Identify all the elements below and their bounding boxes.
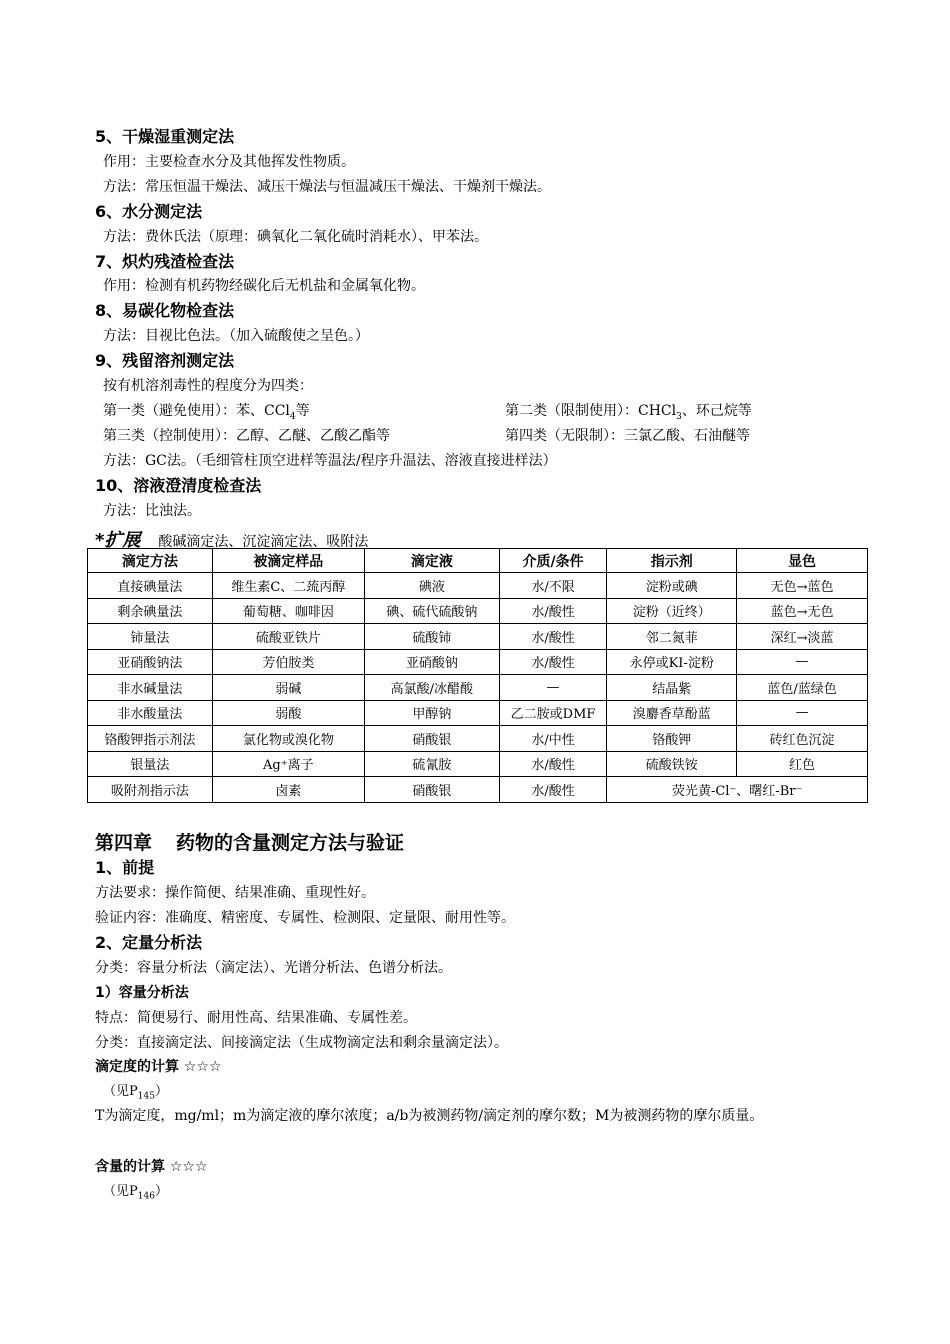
section-9-line: 按有机溶剂毒性的程度分为四类： [103,378,313,394]
section-6-line: 方法：费休氏法（原理：碘氧化二氧化硫时消耗水）、甲苯法。 [103,229,488,245]
table-cell: 硫氰胺 [364,751,499,777]
section-6-title: 6、水分测定法 [95,202,203,221]
table-header: 被滴定样品 [212,549,364,573]
table-cell: 砖红色沉淀 [737,726,868,752]
table-cell: 硫酸铁铵 [607,751,737,777]
table-cell: 卤素 [212,777,364,803]
section-10-line: 方法：比浊法。 [103,503,201,519]
table-cell: 淀粉或碘 [607,573,737,599]
solvent-class-3: 第三类（控制使用）：乙醇、乙醚、乙酸乙酯等 [103,428,390,444]
table-cell: 红色 [737,751,868,777]
ch4-section-2-title: 2、定量分析法 [95,933,203,952]
table-cell: 非水碱量法 [88,675,213,701]
table-cell: 结晶紫 [607,675,737,701]
chapter-4-title: 第四章 药物的含量测定方法与验证 [95,832,405,854]
table-cell: 高氯酸/冰醋酸 [364,675,499,701]
table-cell: 非水酸量法 [88,700,213,726]
table-cell: 亚硝酸钠法 [88,649,213,675]
ch4-text: 验证内容：准确度、精密度、专属性、检测限、定量限、耐用性等。 [95,910,515,926]
table-cell: Ag⁺离子 [212,751,364,777]
section-5-line: 作用：主要检查水分及其他挥发性物质。 [103,154,355,170]
table-header: 介质/条件 [499,549,607,573]
titer-calc-description: T为滴定度，mg/ml；m为滴定液的摩尔浓度；a/b为被测药物/滴定剂的摩尔数；M为被测药物的摩尔质量。 [95,1108,764,1124]
table-row [88,777,868,803]
section-5-line: 方法：常压恒温干燥法、减压干燥法与恒温减压干燥法、干燥剂干燥法。 [103,179,551,195]
ch4-subsection-title: 1）容量分析法 [95,985,189,1001]
table-cell: 芳伯胺类 [212,649,364,675]
table-cell: 直接碘量法 [88,573,213,599]
table-row [88,726,868,752]
titer-calc-ref: （见$P_{145}$） [103,1084,168,1102]
table-cell: 硝酸银 [364,726,499,752]
table-header: 指示剂 [607,549,737,573]
table-row [88,700,868,726]
ch4-text: 特点：简便易行、耐用性高、结果准确、专属性差。 [95,1010,417,1026]
section-10-title: 10、溶液澄清度检查法 [95,476,262,495]
table-header-row [88,549,868,573]
table-cell: 硝酸银 [364,777,499,803]
table-cell: — [737,649,868,675]
table-cell: 邻二氮菲 [607,624,737,650]
table-header: 滴定液 [364,549,499,573]
table-cell: 弱碱 [212,675,364,701]
ch4-text: 方法要求：操作简便、结果准确、重现性好。 [95,885,375,901]
table-cell: 无色→蓝色 [737,573,868,599]
table-cell: — [737,700,868,726]
table-row [88,598,868,624]
table-cell: 荧光黄-Cl⁻、曙红-Br⁻ [607,777,868,803]
ch4-section-1-title: 1、前提 [95,858,155,877]
solvent-class-4: 第四类（无限制）：三氯乙酸、石油醚等 [505,428,750,444]
table-row [88,751,868,777]
solvent-method: 方法：GC法。（毛细管柱顶空进样等温法/程序升温法、溶液直接进样法） [103,453,557,469]
table-cell: 深红→淡蓝 [737,624,868,650]
table-cell: 亚硝酸钠 [364,649,499,675]
table-row [88,573,868,599]
extension-text: 酸碱滴定法、沉淀滴定法、吸附法 [158,534,369,550]
table-cell: 铬酸钾指示剂法 [88,726,213,752]
table-cell: 甲醇钠 [364,700,499,726]
table-cell: 剩余碘量法 [88,598,213,624]
table-cell: 水/酸性 [499,624,607,650]
table-cell: 铬酸钾 [607,726,737,752]
table-cell: 水/酸性 [499,751,607,777]
table-cell: 硫酸亚铁片 [212,624,364,650]
ch4-text: 分类：直接滴定法、间接滴定法（生成物滴定法和剩余量滴定法）。 [95,1035,508,1051]
table-cell: 水/不限 [499,573,607,599]
table-cell: 碘、硫代硫酸钠 [364,598,499,624]
table-cell: 银量法 [88,751,213,777]
section-5-title: 5、干燥湿重测定法 [95,127,235,146]
table-cell: 水/酸性 [499,777,607,803]
titration-table [87,548,868,803]
section-9-title: 9、残留溶剂测定法 [95,351,235,370]
table-cell: 水/酸性 [499,649,607,675]
table-cell: 吸附剂指示法 [88,777,213,803]
content-calc-title: 含量的计算 ☆☆☆ [95,1159,208,1175]
table-cell: 弱酸 [212,700,364,726]
ch4-text: 分类：容量分析法（滴定法）、光谱分析法、色谱分析法。 [95,960,452,976]
titer-calc-title: 滴定度的计算 ☆☆☆ [95,1059,222,1075]
extension-label: *扩展 [95,530,141,551]
table-cell: 水/酸性 [499,598,607,624]
table-cell: 铈量法 [88,624,213,650]
table-row [88,675,868,701]
table-cell: — [499,675,607,701]
table-cell: 淀粉（近终） [607,598,737,624]
table-cell: 硫酸铈 [364,624,499,650]
table-cell: 永停或KI-淀粉 [607,649,737,675]
solvent-class-1: 第一类（避免使用）：苯、CCl$_4$等 [103,403,310,422]
table-cell: 蓝色/蓝绿色 [737,675,868,701]
table-row [88,649,868,675]
section-7-title: 7、炽灼残渣检查法 [95,252,235,271]
table-header: 显色 [737,549,868,573]
section-8-title: 8、易碳化物检查法 [95,301,235,320]
table-cell: 溴麝香草酚蓝 [607,700,737,726]
table-cell: 乙二胺或DMF [499,700,607,726]
table-header: 滴定方法 [88,549,213,573]
solvent-class-2: 第二类（限制使用）：CHCl$_3$、环己烷等 [505,403,752,422]
section-7-line: 作用：检测有机药物经碳化后无机盐和金属氧化物。 [103,278,425,294]
table-cell: 蓝色→无色 [737,598,868,624]
section-8-line: 方法：目视比色法。（加入硫酸使之呈色。） [103,328,369,344]
table-cell: 维生素C、二巯丙醇 [212,573,364,599]
table-cell: 氯化物或溴化物 [212,726,364,752]
table-cell: 葡萄糖、咖啡因 [212,598,364,624]
table-row [88,624,868,650]
content-calc-ref: （见$P_{146}$） [103,1184,168,1202]
table-cell: 碘液 [364,573,499,599]
table-cell: 水/中性 [499,726,607,752]
